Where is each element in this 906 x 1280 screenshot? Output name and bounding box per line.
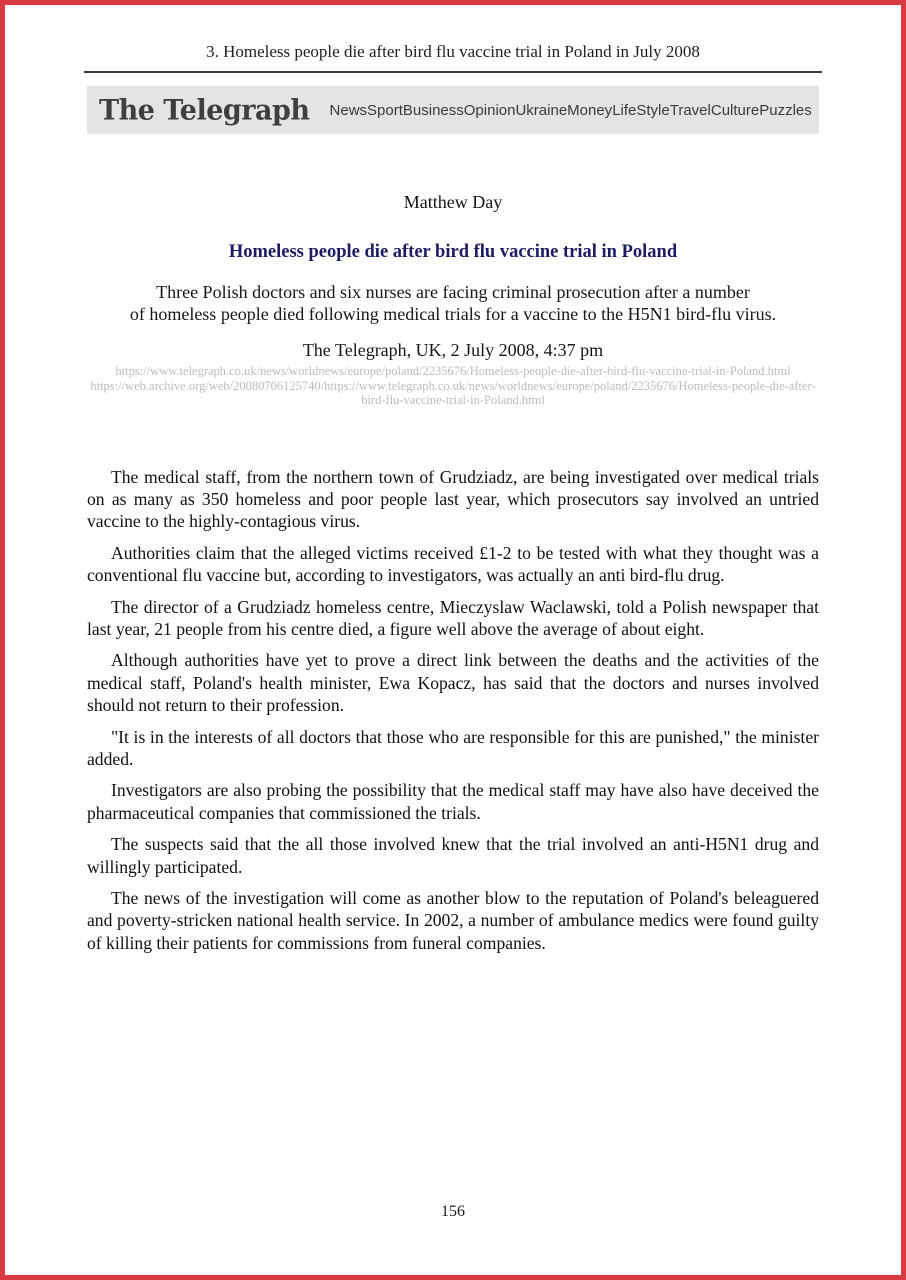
article-body (87, 466, 819, 955)
article-title: Homeless people die after bird flu vaccine trial in Poland (228, 242, 678, 262)
masthead-nav (330, 102, 812, 119)
nav-item-style: Style (636, 101, 670, 119)
nav-item-puzzles: Puzzles (759, 101, 812, 119)
nav-item-culture: Culture (710, 101, 760, 119)
subtitle-line-2: of homeless people died following medical trials for a vaccine to the H5N1 bird-flu virus. (129, 304, 777, 324)
paragraph: The news of the investigation will come as another blow to the reputation of Poland's beleaguered and poverty-stricken national health service. In 2002, a number of ambulance medics were found guilty of killing their patients for commissions from funeral companies. (87, 888, 819, 953)
nav-item-travel: Travel (669, 101, 711, 119)
paragraph: The medical staff, from the northern town of Grudziadz, are being investigated over medical trials on as many as 350 homeless and poor people last year, which prosecutors say involved an untried vaccine to the highly-contagious virus. (87, 466, 819, 532)
nav-item-ukraine: Ukraine (515, 101, 568, 119)
subtitle-line-1: Three Polish doctors and six nurses are facing criminal prosecution after a number (156, 282, 750, 302)
paragraph: Although authorities have yet to prove a direct link between the deaths and the activities of the medical staff, Poland's health minister, Ewa Kopacz, has said that the doctors and nurses involved should not return to their profession. (87, 650, 819, 716)
article-byline: Matthew Day (403, 192, 503, 212)
nav-item-money: Money (567, 101, 613, 119)
paragraph: "It is in the interests of all doctors that those who are responsible for this are punished," the minister added. (87, 726, 819, 769)
source-urls (81, 364, 825, 408)
article-dateline: The Telegraph, UK, 2 July 2008, 4:37 pm (302, 340, 604, 360)
paragraph: Authorities claim that the alleged victims received £1-2 to be tested with what they thought was a conventional flu vaccine but, according to investigators, was actually an anti bird-flu drug. (87, 542, 819, 586)
nav-item-sport: Sport (367, 101, 403, 119)
paragraph: The director of a Grudziadz homeless centre, Mieczyslaw Waclawski, told a Polish newspaper that last year, 21 people from his centre died, a figure well above the average of about eight. (87, 596, 819, 639)
article-subtitle (73, 281, 833, 325)
telegraph-logo: The Telegraph (99, 93, 310, 127)
nav-item-life: Life (612, 101, 637, 119)
telegraph-masthead (87, 86, 819, 134)
paragraph: Investigators are also probing the possibility that the medical staff may have also have deceived the pharmaceutical companies that commissioned the trials. (87, 780, 819, 823)
header-rule (84, 71, 822, 73)
nav-item-business: Business (402, 101, 464, 119)
nav-item-opinion: Opinion (463, 101, 516, 119)
page-number: 156 (441, 1203, 465, 1220)
source-url-webarchive: https://web.archive.org/web/20080706125740/https://www.telegraph.co.uk/news/worldnews/europe/poland/2235676/Homeless-people-die-after-bird-flu-vaccine-trial-in-Poland.html (90, 378, 816, 407)
source-url-telegraph: https://www.telegraph.co.uk/news/worldnews/europe/poland/2235676/Homeless-people-die-after-bird-flu-vaccine-trial-in-Poland.html (115, 364, 791, 378)
nav-item-news: News (329, 101, 368, 119)
paragraph: The suspects said that the all those involved knew that the trial involved an anti-H5N1 drug and willingly participated. (87, 834, 819, 877)
running-header: 3. Homeless people die after bird flu vaccine trial in Poland in July 2008 (206, 42, 700, 61)
